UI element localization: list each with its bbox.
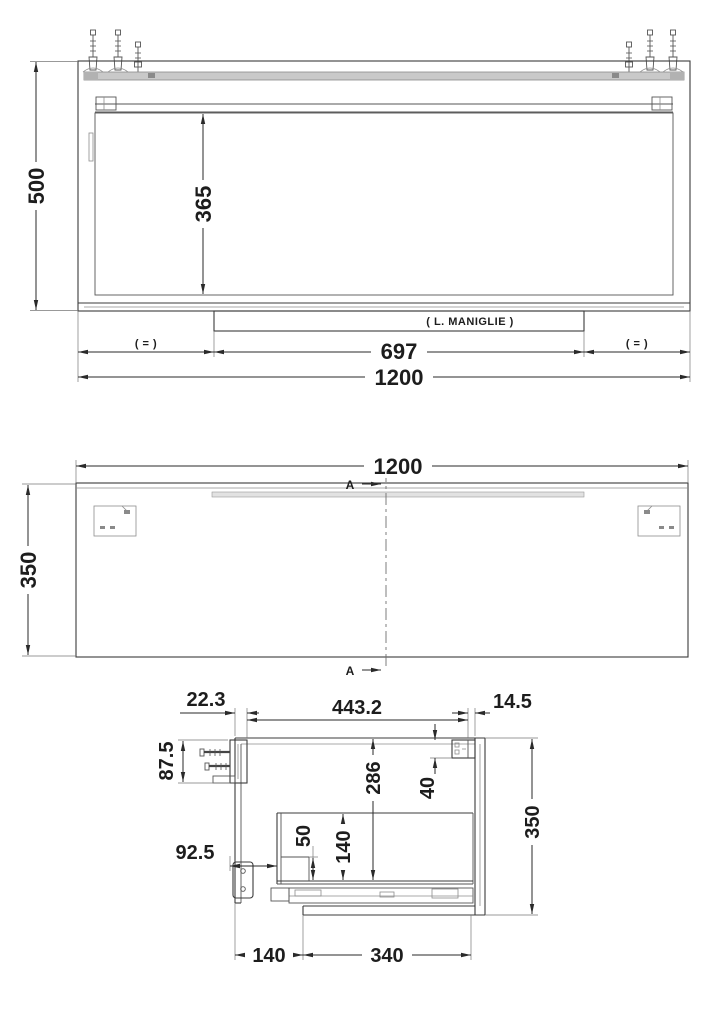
- lower-wall-plate: [233, 862, 253, 898]
- svg-text:140: 140: [252, 945, 286, 967]
- svg-text:1200: 1200: [374, 365, 424, 390]
- dim-140-drawer: [333, 824, 355, 870]
- dim-width-1200-front: [364, 454, 432, 479]
- dim-340-bottom: [362, 944, 412, 967]
- dim-equal-left: ( = ): [134, 338, 158, 350]
- section-view: [156, 689, 544, 967]
- screw-icon: [640, 30, 660, 72]
- dim-50: [293, 825, 315, 847]
- svg-text:697: 697: [380, 339, 418, 364]
- hidden-bracket-right: [638, 506, 680, 536]
- dim-height-350-front: [16, 546, 41, 594]
- svg-text:350: 350: [522, 805, 544, 839]
- svg-text:1200: 1200: [373, 454, 423, 479]
- cabinet-outline-front: [76, 483, 688, 657]
- dim-443-2: 443.2: [331, 697, 383, 719]
- dim-width-1200: [365, 365, 433, 390]
- handle-label: ( L. MANIGLIE ): [426, 316, 514, 328]
- svg-text:286: 286: [363, 761, 385, 795]
- handle-groove-front: [212, 492, 584, 497]
- plan-view: [24, 30, 690, 390]
- dim-equal-right: ( = ): [625, 338, 649, 350]
- dim-inner-365: [191, 180, 216, 228]
- cabinet-outline-plan: [78, 61, 690, 311]
- dim-140-bottom: [245, 944, 293, 967]
- front-view: [16, 454, 688, 678]
- drawer-slide-rail: [271, 888, 473, 903]
- svg-text:500: 500: [24, 167, 49, 205]
- svg-text:340: 340: [370, 945, 404, 967]
- svg-text:50: 50: [293, 824, 315, 848]
- wall-mount-screws-right: [626, 30, 684, 72]
- carcass-section: [235, 738, 485, 915]
- front-top-bracket: [452, 740, 475, 758]
- back-wall-bracket: [200, 740, 247, 783]
- svg-text:140: 140: [333, 830, 355, 864]
- dim-92-5: 92.5: [175, 842, 215, 864]
- screw-icon: [83, 30, 103, 72]
- dim-22-3: 22.3: [186, 689, 226, 711]
- screw-icon: [626, 42, 633, 72]
- back-rail-inner: [95, 97, 673, 112]
- hidden-bracket-left: [94, 506, 136, 536]
- screw-icon: [663, 30, 683, 72]
- dim-350-section: [522, 799, 544, 845]
- section-label-top: A: [345, 478, 355, 492]
- svg-text:87.5: 87.5: [156, 741, 178, 781]
- svg-text:350: 350: [16, 551, 41, 589]
- back-hanging-rail: [84, 72, 684, 80]
- screw-icon: [108, 30, 128, 72]
- svg-text:40: 40: [417, 776, 439, 800]
- dim-height-500: [24, 162, 49, 210]
- wall-mount-screws-left: [83, 30, 142, 72]
- dim-87-5: [156, 742, 178, 781]
- svg-text:365: 365: [191, 185, 216, 223]
- handle-groove-plan: [214, 311, 584, 331]
- drawer-box-plan: [95, 113, 673, 295]
- dim-14-5: 14.5: [493, 691, 532, 713]
- section-label-bottom: A: [345, 664, 355, 678]
- dim-40: [417, 777, 439, 799]
- dim-handle-697: [371, 339, 427, 364]
- dim-286: [363, 755, 385, 801]
- screw-icon: [135, 42, 142, 72]
